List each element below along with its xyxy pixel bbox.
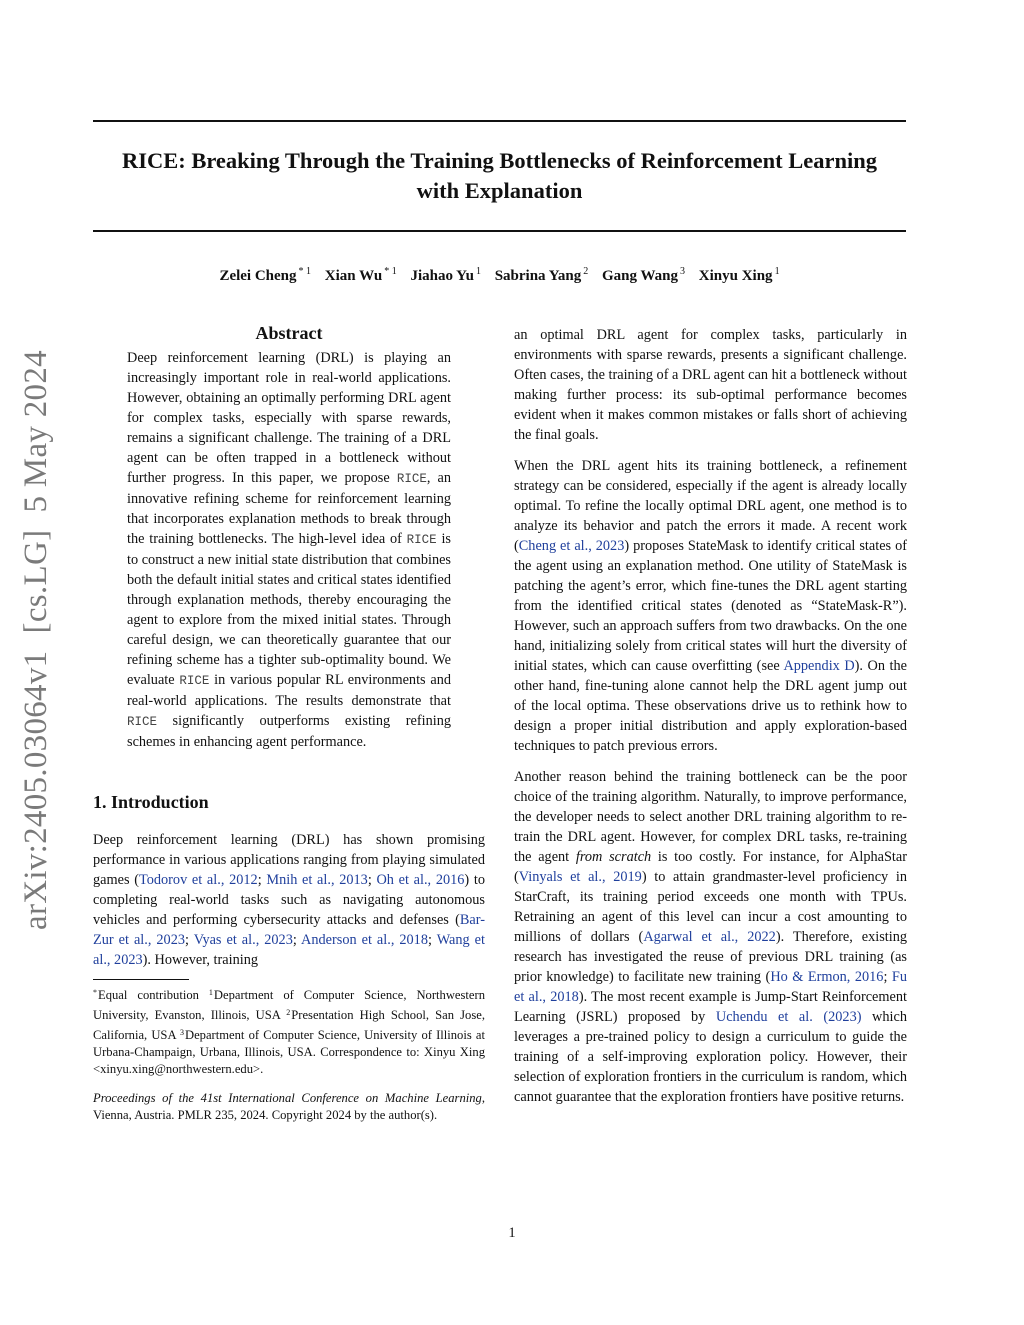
author-affiliation: 2 — [583, 266, 589, 277]
body-paragraph — [514, 767, 907, 1107]
abstract-body — [127, 348, 451, 752]
method-name: RICE — [179, 674, 210, 688]
author-name: Xinyu Xing — [698, 268, 773, 284]
citation-link[interactable]: Vyas et al., 2023 — [193, 932, 293, 948]
method-name: RICE — [127, 715, 158, 729]
text-run: ) to attain grandmaster-level proficiency in StarCraft, its training period exceeds one month with TPUs. Retraining an agent of this level can incur a cost amounting to millions of dollars ( — [514, 869, 907, 945]
text-run: ) proposes StateMask to identify critical states of the agent using an explanation method. One utility of StateMask is patching the agent’s error, which fine-tunes the DRL agent starting from the identified critical states (denoted as “StateMask-R”). However, such an approach suffers from two drawbacks. On the one hand, initializing solely from critical states will hurt the diversity of initial states, which can cause overfitting (see — [514, 538, 907, 674]
author-name: Xian Wu — [324, 268, 383, 284]
affiliation-footnote — [93, 984, 485, 1078]
text-run: When the DRL agent hits its training bottleneck, a refinement strategy can be considered, especially if the agent is already locally optimal. To refine the locally optimal DRL agent, one method is to analyze its behavior and patch the errors it made. A recent work ( — [514, 458, 907, 554]
citation-link[interactable]: Fu et al., 2018 — [514, 969, 907, 1005]
footnote-marker: 3 — [179, 1028, 184, 1037]
author-affiliation: * 1 — [298, 266, 312, 277]
text-run: Department of Computer Science, Northwestern University, Evanston, Illinois, USA — [93, 988, 485, 1022]
text-run: , an innovative refining scheme for reinforcement learning that incorporates explanation methods to break through the training bottlenecks. The high-level idea of — [127, 470, 451, 547]
citation-link[interactable]: Cheng et al., 2023 — [518, 538, 625, 554]
method-name: RICE — [396, 472, 427, 486]
text-run: Deep reinforcement learning (DRL) is playing an increasingly important role in real-world applications. However, obtaining an optimally performing DRL agent for complex tasks, especially with sparse rewards, remains a significant challenge. The training of a DRL agent can be often trapped in a bottleneck without further progress. In this paper, we propose — [127, 350, 451, 486]
footnote-marker: 1 — [208, 988, 213, 997]
proceedings-footnote — [93, 1090, 485, 1124]
separator: ; — [883, 969, 892, 985]
text-run: Another reason behind the training bottleneck can be the poor choice of the training algorithm. Naturally, to improve performance, the developer needs to select another DRL training algorithm to re-train the DRL agent. However, for complex DRL tasks, re-training the agent — [514, 769, 907, 865]
citation-link[interactable]: Anderson et al., 2018 — [301, 932, 428, 948]
text-run: significantly outperforms existing refining schemes in enhancing agent performance. — [127, 713, 451, 750]
author-affiliation: * 1 — [384, 266, 397, 277]
right-column — [514, 325, 907, 1107]
citation-link[interactable]: Uchendu et al. (2023) — [715, 1009, 862, 1025]
text-run: which leverages a pre-trained policy to design a curriculum to guide the training of a self-improving exploration policy. However, their selection of exploration frontiers in the curriculum is random, which cannot guarantee that the exploration frontiers have positive returns. — [514, 1009, 907, 1105]
text-run: Deep reinforcement learning (DRL) has shown promising performance in various applications ranging from playing simulated games ( — [93, 832, 485, 888]
citation-link[interactable]: Todorov et al., 2012 — [138, 872, 258, 888]
author — [410, 268, 481, 284]
author-affiliation: 1 — [774, 266, 780, 277]
intro-paragraph — [93, 830, 485, 970]
abstract-heading: Abstract — [255, 323, 323, 343]
text-run: Proceedings of the 41st International Conference on Machine Learning — [93, 1091, 482, 1105]
author — [325, 268, 397, 284]
page-number: 1 — [508, 1225, 516, 1241]
author — [219, 268, 311, 284]
emphasis: from scratch — [575, 849, 652, 865]
separator: ; — [367, 872, 377, 888]
text-run: ). On the other hand, fine-tuning alone cannot help the DRL agent jump out of the local optima. These observations drive us to rethink how to design a proper initial distribution and apply exploration-based techniques to patch previous errors. — [514, 658, 907, 754]
separator: ; — [292, 932, 302, 948]
author-name: Jiahao Yu — [410, 268, 474, 284]
footnote-marker: * — [93, 988, 97, 997]
text-run: Department of Computer Science, University of Illinois at Urbana-Champaign, Urbana, Illinois, USA. Correspondence to: Xinyu Xing <xinyu.xing@northwestern.edu>. — [93, 1028, 485, 1076]
title-line-2: with Explanation — [416, 178, 583, 203]
title-rule-top — [93, 120, 906, 122]
section-heading-introduction: 1. Introduction — [93, 792, 209, 812]
author-name: Sabrina Yang — [494, 268, 582, 284]
text-run: in various popular RL environments and real-world applications. The results demonstrate that — [127, 672, 452, 709]
citation-link[interactable]: Mnih et al., 2013 — [266, 872, 368, 888]
citation-link[interactable]: Bar-Zur et al., 2023 — [93, 912, 485, 948]
text-run: is to construct a new initial state distribution that combines both the default initial states and critical states identified through explanation methods, thereby encouraging the agent to explore from the mixed initial states. Through careful design, we can theoretically guarantee that our refining scheme has a tighter sub-optimality bound. We evaluate — [127, 531, 451, 688]
author — [602, 268, 685, 284]
separator: ; — [257, 872, 267, 888]
author-name: Gang Wang — [602, 268, 679, 284]
author — [699, 268, 780, 284]
body-paragraph — [514, 456, 907, 756]
author-name: Zelei Cheng — [219, 268, 297, 284]
method-name: RICE — [406, 533, 437, 547]
arxiv-stamp: arXiv:2405.03064v1 [cs.LG] 5 May 2024 — [18, 350, 54, 930]
separator: ; — [185, 932, 194, 948]
author-affiliation: 3 — [680, 266, 686, 277]
text-run: ). Therefore, existing research has investigated the reuse of previous DRL training (as prior knowledge) to facilitate new training ( — [514, 929, 907, 985]
text-run: Presentation High School, San Jose, California, USA — [93, 1008, 485, 1042]
text-run: ). However, training — [142, 952, 258, 968]
citation-link[interactable]: Agarwal et al., 2022 — [643, 929, 776, 945]
citation-link[interactable]: Vinyals et al., 2019 — [518, 869, 642, 885]
appendix-link[interactable]: Appendix D — [783, 658, 855, 674]
text-run: is too costly. For instance, for AlphaStar ( — [514, 849, 908, 885]
body-paragraph: an optimal DRL agent for complex tasks, particularly in environments with sparse rewards, presents a significant challenge. Often cases, the training of a DRL agent can hit a bottleneck without making further process: its sub-optimal performance becomes evident when it makes common mistakes or falls short of achieving the final goals. — [514, 327, 907, 443]
footnote-rule — [93, 979, 189, 980]
title-line-1: RICE: Breaking Through the Training Bottlenecks of Reinforcement Learning — [121, 148, 878, 173]
citation-link[interactable]: Wang et al., 2023 — [93, 932, 485, 968]
paper-title — [93, 146, 906, 206]
footnote-marker: 2 — [286, 1008, 291, 1017]
title-rule-bottom — [93, 230, 906, 232]
citation-link[interactable]: Oh et al., 2016 — [376, 872, 465, 888]
separator: ; — [427, 932, 437, 948]
text-run: , Vienna, Austria. PMLR 235, 2024. Copyright 2024 by the author(s). — [93, 1091, 485, 1122]
text-run: Equal contribution — [98, 988, 209, 1002]
citation-link[interactable]: Ho & Ermon, 2016 — [770, 969, 884, 985]
author-affiliation: 1 — [475, 266, 481, 277]
author-list — [93, 266, 906, 285]
text-run: ). The most recent example is Jump-Start Reinforcement Learning (JSRL) proposed by — [514, 989, 907, 1025]
left-column — [93, 320, 485, 1124]
text-run: ) to completing real-world tasks such as navigating autonomous vehicles and performing cybersecurity attacks and defenses ( — [93, 872, 485, 928]
author — [495, 268, 589, 284]
